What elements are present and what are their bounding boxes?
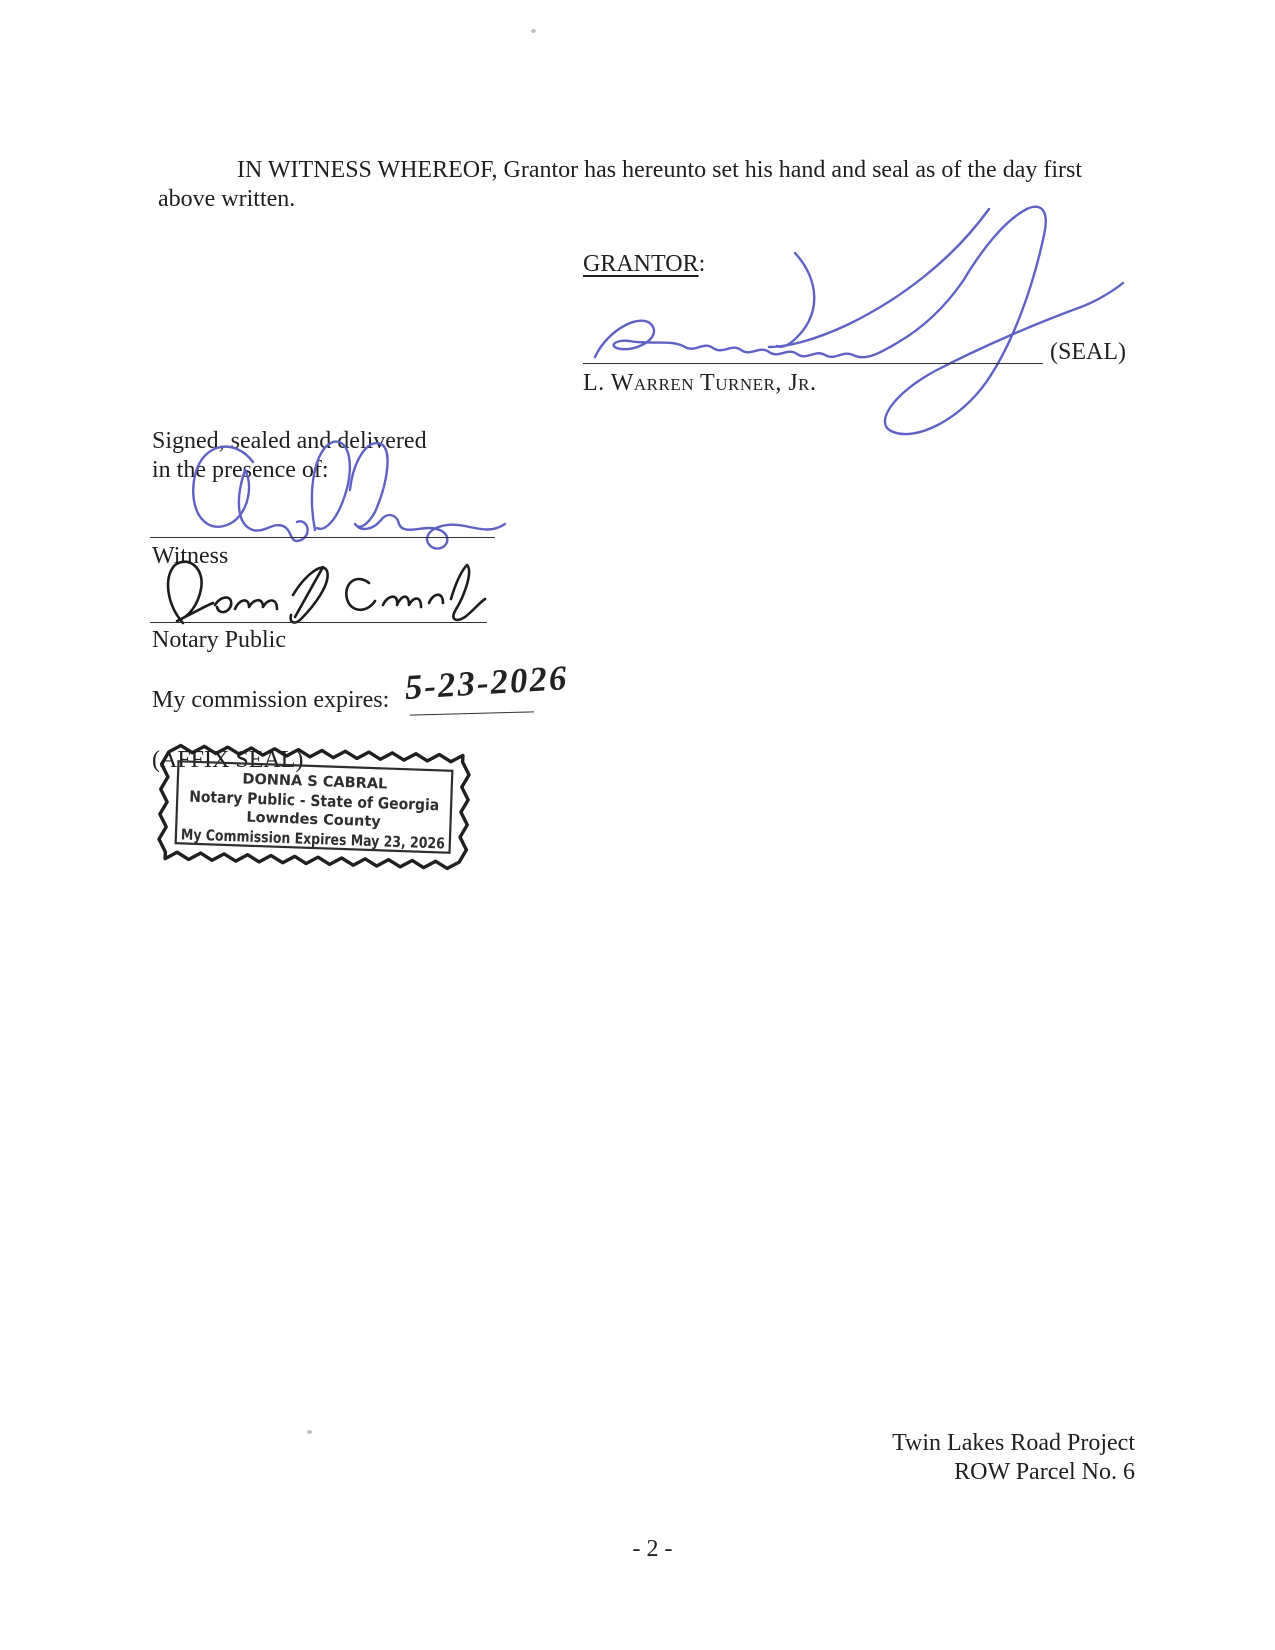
commission-date-underline xyxy=(410,711,534,715)
witness-signature-line xyxy=(150,537,495,538)
page-number: - 2 - xyxy=(632,1536,673,1562)
seal-label: (SEAL) xyxy=(1050,339,1126,365)
notary-signature-line xyxy=(150,622,487,623)
paragraph-line-2: above written. xyxy=(158,186,296,212)
attestation-line-1: Signed, sealed and delivered xyxy=(152,428,427,454)
grantor-heading-colon: : xyxy=(698,251,706,277)
footer-parcel: ROW Parcel No. 6 xyxy=(954,1459,1135,1485)
witness-label: Witness xyxy=(152,543,229,569)
footer-project-name: Twin Lakes Road Project xyxy=(892,1430,1135,1456)
commission-date-handwritten: 5-23-2026 xyxy=(403,658,570,708)
grantor-signature-line xyxy=(583,363,1043,364)
grantor-heading-text: GRANTOR xyxy=(583,251,699,277)
stamp-notary-title: Notary Public - State of Georgia xyxy=(188,787,469,816)
attestation-line-2: in the presence of: xyxy=(152,457,329,483)
stamp-county: Lowndes County xyxy=(246,809,382,831)
footer-project-block xyxy=(735,1429,1135,1487)
commission-expires-label: My commission expires: xyxy=(152,687,390,713)
grantor-signature xyxy=(585,195,1125,440)
stamp-notary-name: DONNA S CABRAL xyxy=(242,771,388,793)
notary-stamp xyxy=(156,743,499,872)
paragraph-line-1: IN WITNESS WHEREOF, Grantor has hereunto set his hand and seal as of the day first xyxy=(237,157,1083,183)
affix-seal-label: (AFFIX SEAL) xyxy=(152,747,304,773)
stamp-expiry: My Commission Expires May 23, 2026 xyxy=(180,825,499,855)
notary-label: Notary Public xyxy=(152,627,286,653)
notary-signature xyxy=(155,555,485,635)
grantor-name: L. Warren Turner, Jr. xyxy=(583,370,817,396)
scan-speck xyxy=(307,1430,312,1434)
scan-speck xyxy=(531,29,536,33)
